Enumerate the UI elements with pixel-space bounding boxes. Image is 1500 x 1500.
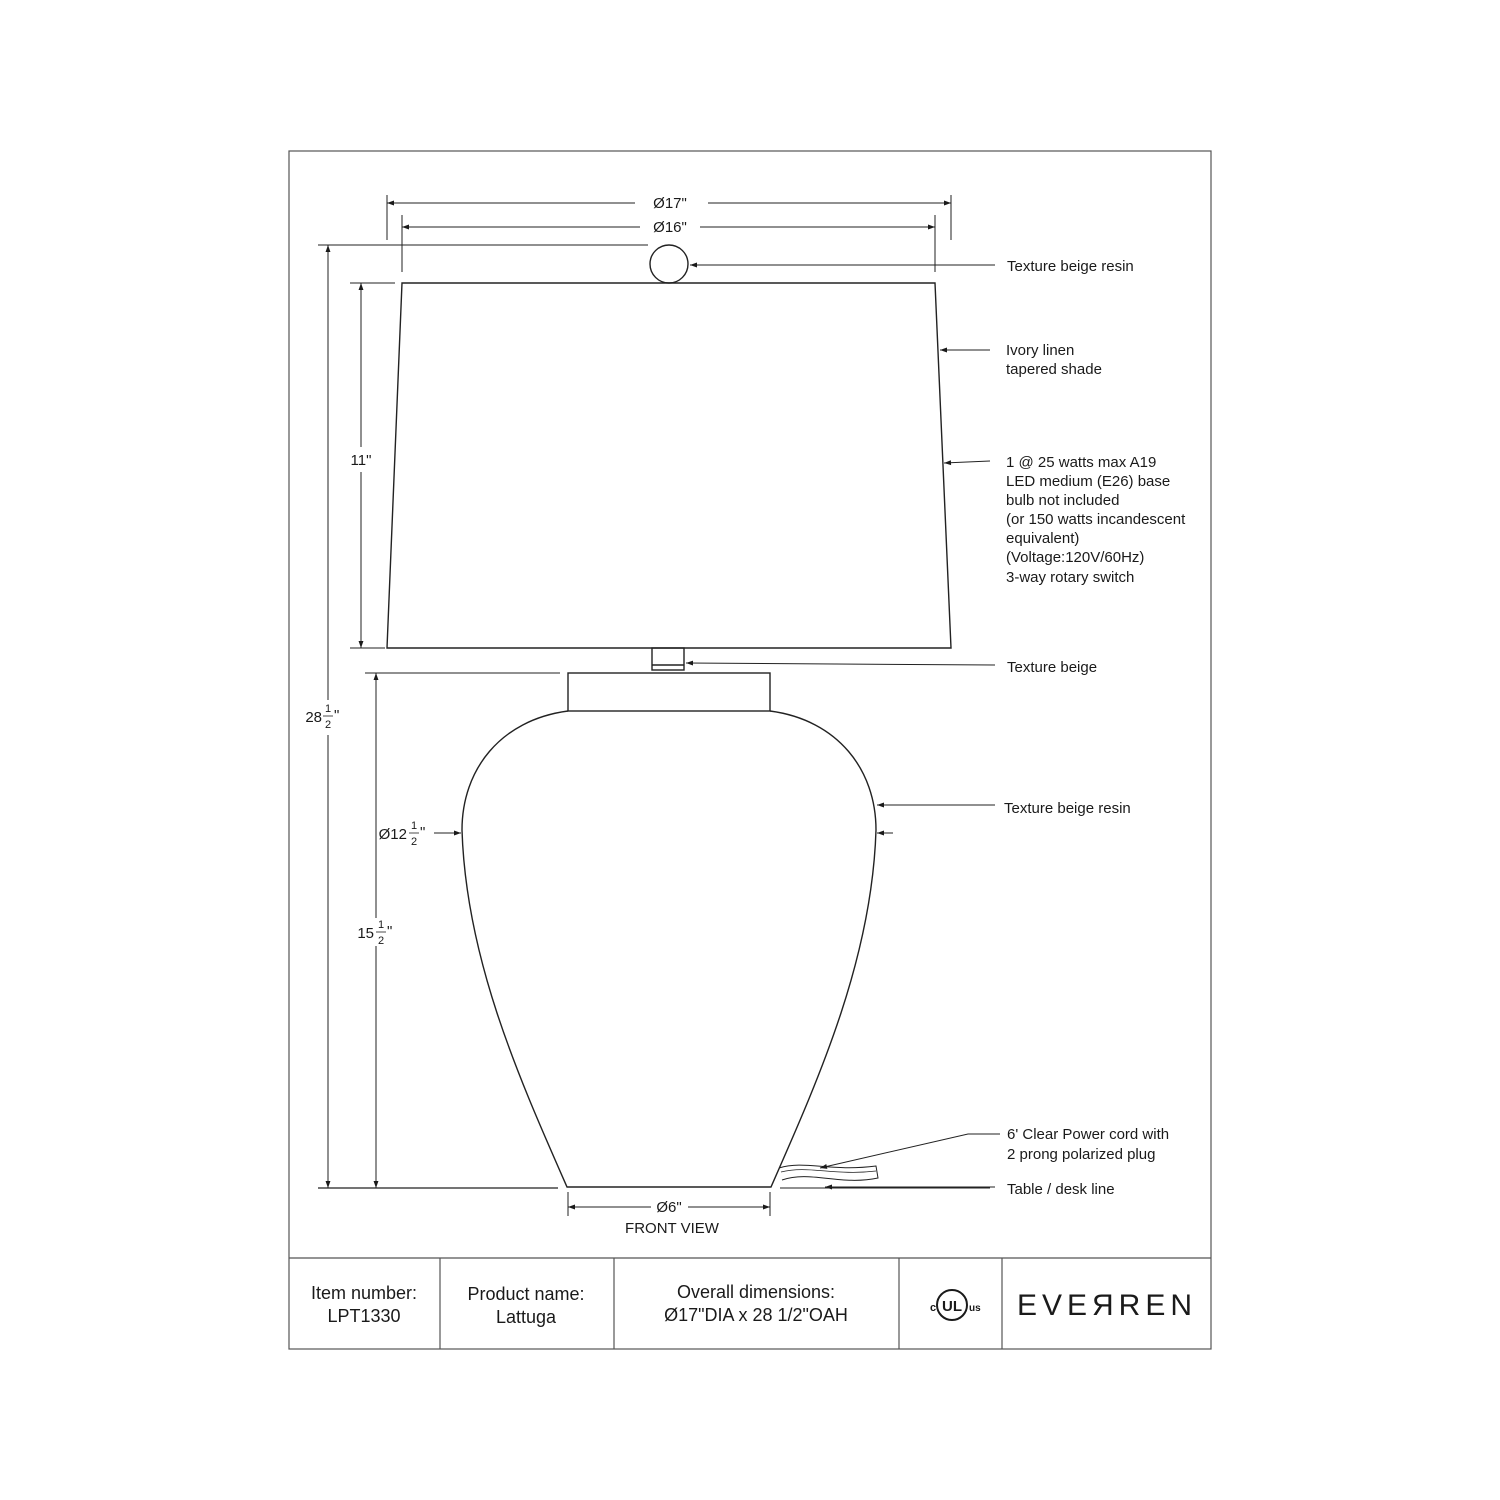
callout-cord-line2: 2 prong polarized plug: [1007, 1146, 1156, 1163]
product-name-label: Product name:: [467, 1284, 585, 1304]
callout-shade-line2: tapered shade: [1006, 361, 1102, 378]
finial: [650, 245, 688, 283]
lamp-collar: [568, 673, 770, 711]
svg-text:Ø12: Ø12: [378, 826, 407, 843]
svg-text:": ": [420, 824, 426, 841]
svg-text:(or 150 watts incandescent: (or 150 watts incandescent: [1006, 511, 1186, 528]
svg-text:LED medium (E26) base: LED medium (E26) base: [1006, 473, 1171, 490]
svg-text:c: c: [930, 1302, 937, 1314]
lamp-outline: [387, 245, 951, 1187]
svg-text:1: 1: [324, 703, 332, 715]
svg-text:1: 1: [410, 820, 418, 832]
svg-text:(Voltage:120V/60Hz): (Voltage:120V/60Hz): [1006, 549, 1145, 566]
callout-finial: Texture beige resin: [1007, 258, 1134, 275]
overall-dimensions-label: Overall dimensions:: [676, 1282, 836, 1302]
svg-text:equivalent): equivalent): [1006, 530, 1080, 547]
svg-text:28: 28: [305, 709, 322, 726]
product-name-value: Lattuga: [495, 1307, 557, 1327]
item-number-label: Item number:: [310, 1283, 418, 1303]
dim-shade-inner: Ø16": [653, 219, 687, 236]
dim-overall-height: [305, 703, 339, 731]
callout-neck: Texture beige: [1007, 659, 1098, 676]
dim-base-height: [357, 919, 392, 947]
power-cord: [779, 1165, 878, 1180]
brand-logo: EVEЯREN: [1016, 1289, 1198, 1322]
callout-shade-line1: Ivory linen: [1006, 342, 1075, 359]
svg-text:3-way rotary switch: 3-way rotary switch: [1006, 569, 1135, 586]
item-number-value: LPT1330: [327, 1306, 401, 1326]
dim-shade-height: 11": [350, 452, 372, 469]
svg-text:": ": [387, 923, 393, 940]
svg-text:2: 2: [324, 719, 332, 731]
svg-text:2: 2: [410, 836, 418, 848]
dim-shade-outer: Ø17": [653, 195, 687, 212]
svg-text:UL: UL: [942, 1298, 962, 1315]
callout-body: Texture beige resin: [1004, 800, 1131, 817]
ul-listed-mark-icon: [930, 1290, 981, 1320]
svg-text:us: us: [969, 1303, 981, 1314]
callout-cord-line1: 6' Clear Power cord with: [1007, 1126, 1170, 1143]
dim-foot-diameter: Ø6": [656, 1199, 682, 1216]
lamp-shade: [387, 283, 951, 648]
lamp-neck: [652, 648, 684, 670]
dim-body-diameter: [379, 820, 426, 848]
svg-text:2: 2: [377, 935, 385, 947]
svg-text:1 @ 25 watts max A19: 1 @ 25 watts max A19: [1006, 454, 1157, 471]
svg-text:1: 1: [377, 919, 385, 931]
svg-text:bulb not included: bulb not included: [1006, 492, 1120, 509]
overall-dimensions-value: Ø17"DIA x 28 1/2"OAH: [664, 1305, 848, 1325]
callout-table: Table / desk line: [1007, 1181, 1115, 1198]
svg-text:15: 15: [357, 925, 374, 942]
drawing-frame: [289, 151, 1211, 1349]
svg-text:": ": [334, 707, 340, 724]
view-label: FRONT VIEW: [625, 1220, 719, 1237]
lamp-body: [462, 711, 876, 1187]
callout-bulb: [1006, 454, 1186, 586]
